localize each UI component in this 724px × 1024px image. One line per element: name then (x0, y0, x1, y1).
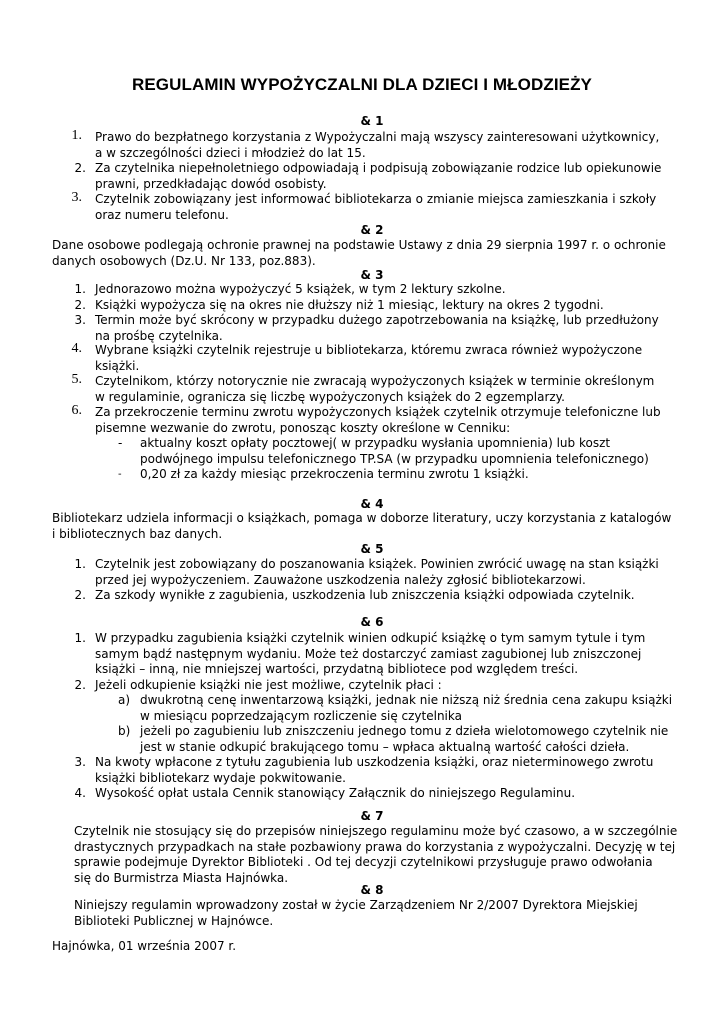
s3-item-5-line-2: w regulaminie, ogranicza się liczbę wypożyczonych książek do 2 egzemplarzy. (95, 389, 565, 404)
s2-line-1: Dane osobowe podlegają ochronie prawnej na podstawie Ustawy z dnia 29 sierpnia 1997 r. o ochronie (52, 238, 666, 252)
s2-line-2: danych osobowych (Dz.U. Nr 133, poz.883). (52, 253, 316, 268)
s1-item-1-number: 1. (71, 128, 82, 143)
s6-subitem-a-line-1: dwukrotną cenę inwentarzową książki, jednak nie niższą niż średnia cena zakupu książki (140, 693, 673, 707)
s1-item-1-line-1: Prawo do bezpłatnego korzystania z Wypożyczalni mają wszyscy zainteresowani użytkownicy, (95, 130, 660, 144)
s6-item-1-line-3: książki – inną, nie mniejszej wartości, przydatną bibliotece pod względem treści. (95, 662, 579, 676)
s3-item-4-number: 4. (71, 341, 82, 356)
section-7-heading: & 7 (360, 809, 384, 823)
s7-line-2: drastycznych przypadkach na stałe pozbawiony prawa do korzystania z wypożyczalni. Decyzję w tej (74, 839, 676, 854)
s6-item-1-line-2: samym bądź następnym wydaniu. Może też dostarczyć zamiast zagubionej lub zniszczonej (95, 646, 642, 661)
s6-subitem-a-line-2: w miesiącu poprzedzającym rozliczenie się czytelnika (140, 708, 462, 723)
s5-item-1-line-2: przed jej wypożyczeniem. Zauważone uszkodzenia należy zgłosić bibliotekarzowi. (95, 572, 586, 587)
s6-subitem-b-mark: b) (118, 724, 131, 738)
s3-item-1-line-1: Jednorazowo można wypożyczyć 5 książek, w tym 2 lektury szkolne. (95, 282, 506, 296)
s8-line-2: Biblioteki Publicznej w Hajnówce. (74, 913, 274, 928)
s3-item-3-line-1: Termin może być skrócony w przypadku dużego zapotrzebowania na książkę, lub przedłużony (95, 313, 659, 327)
s6-item-3-line-2: książki bibliotekarz wydaje pokwitowanie. (95, 770, 346, 785)
s6-subitem-a-mark: a) (118, 693, 131, 707)
s1-item-3-line-1: Czytelnik zobowiązany jest informować bibliotekarza o zmianie miejsca zamieszkania i szkoły (95, 192, 657, 206)
s7-line-1: Czytelnik nie stosujący się do przepisów niniejszego regulaminu może być czasowo, a w szczególnie (74, 824, 678, 838)
s3-item-4-line-1: Wybrane książki czytelnik rejestruje u bibliotekarza, któremu zwraca również wypożyczone (95, 343, 643, 357)
section-1-heading: & 1 (360, 114, 384, 128)
s5-item-2-number: 2. (74, 588, 86, 602)
s6-item-1-line-1: W przypadku zagubienia książki czytelnik winien odkupić książkę o tym samym tytule i tym (95, 631, 646, 645)
s3-item-6-line-2: pisemne wezwanie do zwrotu, ponosząc koszty określone w Cenniku: (95, 420, 511, 435)
s1-item-3-number: 3. (71, 190, 82, 205)
section-3-heading: & 3 (360, 268, 384, 282)
s3-subitem-2-line-1: 0,20 zł za każdy miesiąc przekroczenia terminu zwrotu 1 książki. (140, 467, 529, 481)
s6-subitem-b-line-2: jest w stanie odkupić brakującego tomu – wpłaca aktualną wartość całości dzieła. (140, 739, 630, 754)
s3-item-5-number: 5. (71, 372, 82, 387)
s1-item-2-number: 2. (74, 161, 86, 175)
s1-item-1-line-2: a w szczególności dzieci i młodzież do lat 15. (95, 145, 366, 160)
s3-item-2-line-1: Książki wypożycza się na okres nie dłuższy niż 1 miesiąc, lektury na okres 2 tygodni. (95, 297, 604, 312)
place-and-date: Hajnówka, 01 września 2007 r. (52, 939, 237, 953)
section-6-heading: & 6 (360, 615, 384, 629)
s6-item-3-number: 3. (74, 755, 86, 769)
s3-item-6-line-1: Za przekroczenie terminu zwrotu wypożyczonych książek czytelnik otrzymuje telefoniczne lub (95, 405, 661, 419)
s1-item-2-line-1: Za czytelnika niepełnoletniego odpowiadają i podpisują zobowiązanie rodzice lub opiekunowie (95, 161, 662, 175)
s6-item-2-line-1: Jeżeli odkupienie książki nie jest możliwe, czytelnik płaci : (95, 677, 442, 692)
s1-item-3-line-2: oraz numeru telefonu. (95, 207, 229, 222)
s3-item-4-line-2: książki. (95, 358, 140, 373)
s1-item-2-line-2: prawni, przedkładając dowód osobisty. (95, 176, 327, 191)
s5-item-2-line-1: Za szkody wynikłe z zagubienia, uszkodzenia lub zniszczenia książki odpowiada czytelnik. (95, 588, 635, 602)
s3-subitem-2-mark: - (118, 469, 122, 480)
s3-subitem-1-line-2: podwójnego impulsu telefonicznego TP.SA (w przypadku upomnienia telefonicznego) (140, 451, 649, 466)
s6-item-4-number: 4. (74, 786, 86, 800)
s5-item-1-line-1: Czytelnik jest zobowiązany do poszanowania książek. Powinien zwrócić uwagę na stan książki (95, 557, 659, 571)
section-4-heading: & 4 (360, 497, 384, 511)
s3-item-1-number: 1. (74, 282, 86, 296)
s6-item-1-number: 1. (74, 631, 86, 645)
s8-line-1: Niniejszy regulamin wprowadzony został w życie Zarządzeniem Nr 2/2007 Dyrektora Miejskiej (74, 898, 638, 912)
s3-item-3-line-2: na prośbę czytelnika. (95, 328, 223, 343)
s6-item-3-line-1: Na kwoty wpłacone z tytułu zagubienia lub uszkodzenia książki, oraz nieterminowego zwrotu (95, 755, 654, 769)
s7-line-4: się do Burmistrza Miasta Hajnówka. (74, 870, 289, 885)
s4-line-1: Bibliotekarz udziela informacji o książkach, pomaga w doborze literatury, uczy korzystania z katalogów (52, 511, 672, 525)
s3-item-6-number: 6. (71, 403, 82, 418)
section-2-heading: & 2 (360, 223, 384, 237)
s3-item-5-line-1: Czytelnikom, którzy notorycznie nie zwracają wypożyczonych książek w terminie określonym (95, 374, 655, 388)
s5-item-1-number: 1. (74, 557, 86, 571)
s7-line-3: sprawie podejmuje Dyrektor Biblioteki . Od tej decyzji czytelnikowi przysługuje prawo odwołania (74, 855, 653, 869)
section-8-heading: & 8 (360, 883, 384, 897)
s6-item-2-number: 2. (74, 677, 86, 692)
s6-item-4-line-1: Wysokość opłat ustala Cennik stanowiący Załącznik do niniejszego Regulaminu. (95, 786, 576, 800)
s3-subitem-1-line-1: aktualny koszt opłaty pocztowej( w przypadku wysłania upomnienia) lub koszt (140, 436, 611, 450)
s3-item-3-number: 3. (74, 313, 86, 327)
document-title: REGULAMIN WYPOŻYCZALNI DLA DZIECI I MŁODZIEŻY (131, 75, 592, 94)
section-5-heading: & 5 (360, 542, 384, 556)
s3-item-2-number: 2. (74, 297, 86, 312)
s4-line-2: i bibliotecznych baz danych. (52, 526, 223, 541)
s6-subitem-b-line-1: jeżeli po zagubieniu lub zniszczeniu jednego tomu z dzieła wielotomowego czytelnik nie (140, 724, 669, 738)
s3-subitem-1-mark: - (118, 436, 123, 450)
